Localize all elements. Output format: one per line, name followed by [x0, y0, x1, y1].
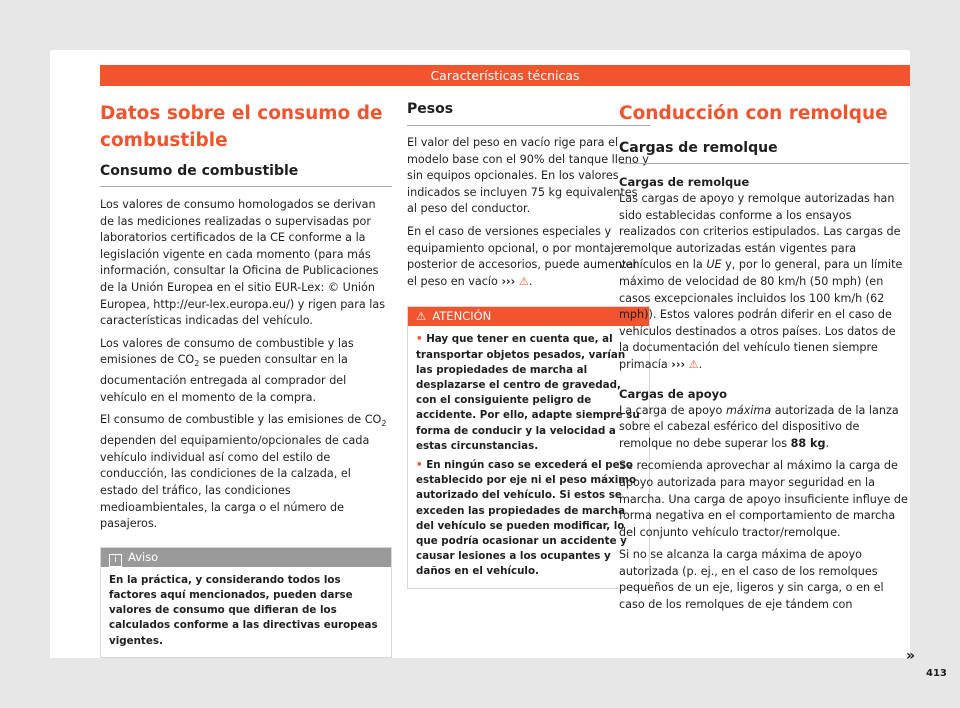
- manual-page: [50, 50, 947, 679]
- continue-arrow: »: [906, 648, 916, 664]
- paragraph: Se recomienda aprovechar al máximo la carga de apoyo autorizada para mayor seguridad en la marcha. Una carga de apoyo insuficiente influye de forma negativa en el comportamiento de marcha del conjunto vehículo tractor/remolque.: [619, 459, 908, 539]
- warning-icon: ⚠: [688, 357, 699, 371]
- page-number: 413: [926, 668, 947, 679]
- column-fuel-consumption: [100, 100, 392, 658]
- notice-header: [101, 548, 391, 567]
- warning-body: [408, 326, 649, 587]
- text: UE: [706, 258, 722, 272]
- text: Las cargas de apoyo y remolque autorizadas han sido establecidas conforme a los ensayos realizados con criterios estipulados. Las cargas de remolque autorizadas están vigentes para vehículos en la: [619, 192, 901, 272]
- paragraph: [100, 336, 392, 407]
- text: Los valores de consumo de combustible y las emisiones de CO: [100, 336, 354, 367]
- paragraph: [100, 412, 392, 532]
- notice-body: En la práctica, y considerando todos los factores aquí mencionados, pueden darse valores de consumo que difieran de los calculados conforme a las directivas europeas vigentes.: [109, 573, 378, 647]
- notice-title: Aviso: [128, 549, 159, 564]
- text: En ningún caso se excederá el peso establecido por eje ni el peso máximo autorizado del vehículo. Si estos se exceden las propiedades de marcha del vehículo se pueden modificar, lo que podría ocasionar un accidente y causar lesiones a los ocupantes y daños en el vehículo.: [416, 458, 637, 578]
- warning-header: [408, 307, 649, 326]
- minor-heading: Cargas de apoyo: [619, 386, 728, 401]
- section-heading: Datos sobre el consumo de combustible: [100, 103, 383, 151]
- paragraph: Las cargas de apoyo y remolque autorizadas han sido establecidas conforme a los ensayos realizados con criterios estipulados. Las cargas de remolque autorizadas están vigentes para vehículos en la UE y, por lo general, para un límite máximo de velocidad de 80 km/h (50 mph) (en casos excepcionales incluidos los 100 km/h (62 mph)). Estos valores podrán diferir en el caso de vehículos destinados a otros países. Los datos de la documentación del vehículo tienen siempre primacía ››› ⚠.: [619, 192, 903, 371]
- paragraph: [619, 403, 909, 453]
- text: 88 kg: [790, 436, 826, 450]
- subsection-heading: Consumo de combustible: [100, 162, 392, 187]
- arrow-reference: ›››: [671, 357, 686, 371]
- warning-icon: ⚠: [518, 274, 529, 288]
- subscript: 2: [381, 419, 387, 429]
- info-icon: i: [109, 554, 122, 567]
- text: y, por lo general, para un límite máximo de velocidad de 80 km/h (50 mph) (en casos excepcionales incluidos los 100 km/h (62 mph)). Estos valores podrán diferir en el caso de vehículos destinados a otros países. Los datos de la documentación del vehículo tienen siempre primacía: [619, 258, 903, 371]
- warning-box: [407, 306, 650, 588]
- column-weights: [407, 100, 650, 589]
- paragraph: En el caso de versiones especiales y equipamiento opcional, o por montaje posterior de accesorios, puede aumentar el peso en vacío ››› ⚠.: [407, 224, 638, 288]
- paragraph: Si no se alcanza la carga máxima de apoyo autorizada (p. ej., en el caso de los remolques pequeños de un eje, ligeros y sin carga, o en el caso de los remolques de eje tándem con: [619, 548, 884, 612]
- warning-bullet: [416, 458, 641, 580]
- paragraph: Los valores de consumo homologados se derivan de las mediciones realizadas o supervisadas por laboratorios certificados de la CE conforme a la legislación vigente en cada momento (para más información, consultar la Oficina de Publicaciones de la Unión Europea en el sitio EUR-Lex: © Unión Europea, http://eur-lex.europa.eu/) y rigen para las características indicadas del vehículo.: [100, 198, 386, 328]
- paragraph: El valor del peso en vacío rige para el modelo base con el 90% del tanque lleno y sin equipos opcionales. En los valores indicados se incluyen 75 kg equivalentes al peso del conductor.: [407, 136, 649, 216]
- text: se pueden consultar en la documentación entregada al comprador del vehículo en el momento de la compra.: [100, 353, 348, 404]
- minor-heading: Cargas de remolque: [619, 175, 750, 189]
- column-towing: [619, 100, 909, 620]
- arrow-reference: ›››: [501, 274, 516, 288]
- subscript: 2: [194, 359, 200, 369]
- bullet-icon: •: [416, 333, 423, 346]
- warning-icon: ⚠: [416, 309, 427, 324]
- section-heading: Conducción con remolque: [619, 103, 888, 124]
- chapter-header: Características técnicas: [100, 65, 910, 86]
- text: .: [825, 436, 830, 450]
- subsection-heading: Cargas de remolque: [619, 139, 909, 164]
- text: El consumo de combustible y las emisiones de CO: [100, 413, 382, 427]
- bullet-icon: •: [416, 458, 423, 471]
- text: autorizada de la lanza sobre el cabezal esférico del dispositivo de remolque no debe superar los: [619, 403, 899, 450]
- text: Hay que tener en cuenta que, al transportar objetos pesados, varían las propiedades de marcha al desplazarse el centro de gravedad, con el consiguiente peligro de accidente. Por ello, adapte siempre su forma de conducir y la velocidad a estas circunstancias.: [416, 333, 640, 452]
- warning-title: ATENCIÓN: [432, 309, 492, 324]
- text: máxima: [725, 403, 772, 417]
- warning-bullet: [416, 332, 641, 454]
- text: En el caso de versiones especiales y equipamiento opcional, o por montaje posterior de accesorios, puede aumentar el peso en vacío: [407, 224, 638, 288]
- notice-box: [100, 547, 392, 658]
- subsection-heading: Pesos: [407, 100, 650, 126]
- text: dependen del equipamiento/opcionales de cada vehículo individual así como del estilo de conducción, las condiciones de la calzada, el estado del tráfico, las condiciones medioambientales, la carga o el número de pasajeros.: [100, 434, 370, 531]
- text: La carga de apoyo: [619, 403, 726, 417]
